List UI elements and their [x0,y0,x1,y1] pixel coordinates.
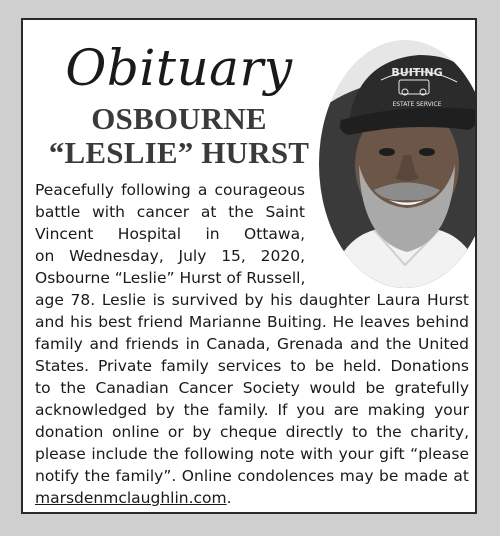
text-line: Peacefully following a courageous [35,181,305,199]
link-suffix: . [226,489,232,507]
deceased-name-line-1: OSBOURNE [91,101,267,136]
text-line: notify the family”. Online condolences may be made at [35,467,469,485]
text-line: Vincent Hospital in Ottawa, [35,225,305,243]
text-line: on Wednesday, July 15, 2020, [35,247,305,265]
obituary-text-main [35,289,469,509]
text-line: and his best friend Marianne Buiting. He leaves behind [35,313,469,331]
text-line-link [35,487,469,509]
obituary-notice [21,18,477,514]
text-line: family and friends in Canada, Grenada and the United [35,335,469,353]
text-line: acknowledged by the family. If you are making your [35,401,469,419]
text-line: battle with cancer at the Saint [35,203,305,221]
portrait-illustration [319,40,477,288]
text-line: States. Private family services to be held. Donations [35,357,469,375]
text-line: age 78. Leslie is survived by his daughter Laura Hurst [35,291,469,309]
text-line: to the Canadian Cancer Society would be gratefully [35,379,469,397]
obituary-heading: Obituary [65,39,293,97]
deceased-name-line-2: “LESLIE” HURST [48,135,310,170]
text-line: Osbourne “Leslie” Hurst of Russell, [35,269,306,287]
portrait-photo [319,40,477,288]
text-line: donation online or by cheque directly to the charity, [35,423,469,441]
cap-logo-subtext: ESTATE SERVICE [392,101,442,108]
text-line: please include the following note with your gift “please [35,445,469,463]
condolences-link[interactable]: marsdenmclaughlin.com [35,489,227,507]
cap-logo-text: BUITING [391,66,443,79]
obituary-text-intro [35,179,305,289]
